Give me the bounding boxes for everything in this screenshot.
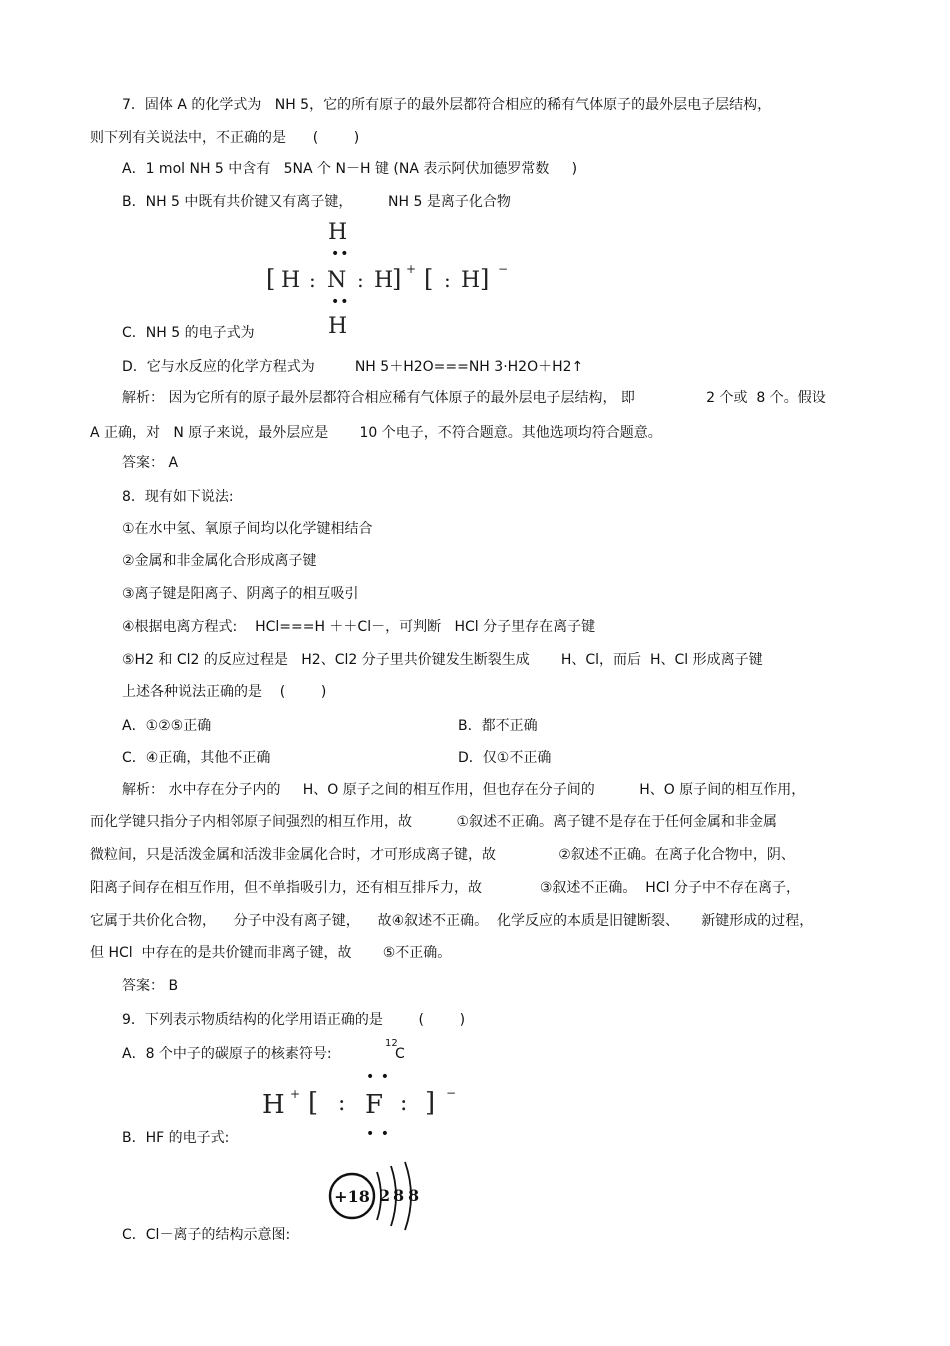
nh5-top-dots: •• [331, 246, 350, 262]
q7-option-a: A．1 mol NH 5 中含有 5NA 个 N－H 键 (NA 表示阿伏加德罗常数 ) [122, 161, 578, 177]
q8-option-a: A．①②⑤正确 [122, 718, 212, 734]
nh5-colon-left: : [309, 268, 316, 292]
hf-minus: − [446, 1086, 457, 1100]
q8-option-b: B．都不正确 [458, 718, 538, 734]
q8-analysis-line3: 微粒间，只是活泼金属和活泼非金属化合时，才可形成离子键，故 ②叙述不正确。在离子化合物中，阴、 [90, 847, 795, 863]
q7-option-d: D．它与水反应的化学方程式为 NH 5＋H2O===NH 3·H2O＋H2↑ [122, 359, 584, 375]
hf-colon-left: : [338, 1091, 346, 1116]
q8-analysis-line2: 而化学键只指分子内相邻原子间强烈的相互作用，故 ①叙述不正确。离子键不是存在于任何金属和非金属 [90, 814, 778, 830]
nh5-n: N [327, 268, 347, 293]
q7-analysis-line1: 解析： 因为它所有的原子最外层都符合相应稀有气体原子的最外层电子层结构， 即 2 个或 8 个。假设 [122, 390, 826, 406]
nh5-plus: + [406, 262, 417, 276]
q9-option-c: C．Cl－离子的结构示意图: [122, 1227, 291, 1243]
hf-f: F [365, 1090, 384, 1120]
nh5-bracket-close: ] [392, 265, 402, 293]
q8-statement-2: ②金属和非金属化合形成离子键 [122, 553, 317, 569]
q8-analysis-line5: 它属于共价化合物， 分子中没有离子键， 故④叙述不正确。 化学反应的本质是旧键断裂、 新键形成的过程， [90, 913, 814, 929]
q9-option-b: B．HF 的电子式: [122, 1130, 230, 1146]
nh5-bracket2-close: ] [480, 265, 490, 293]
hf-bracket-open: [ [308, 1088, 319, 1118]
hf-bracket-close: ] [425, 1088, 436, 1118]
cl-ion-structure-diagram [325, 1160, 430, 1232]
nuclide-mass-number: 12 [385, 1038, 398, 1049]
q9-stem: 9．下列表示物质结构的化学用语正确的是 ( ) [122, 1012, 466, 1028]
q9-option-a: A．8 个中子的碳原子的核素符号: [122, 1046, 332, 1062]
hf-top-dots: • • [366, 1069, 390, 1085]
nh5-h-left: H [281, 268, 301, 293]
shell-electrons-2: 8 [393, 1186, 405, 1205]
q8-analysis-line6: 但 HCl 中存在的是共价键而非离子键，故 ⑤不正确。 [90, 945, 452, 961]
nuclide-element: C [395, 1046, 405, 1062]
q8-question: 上述各种说法正确的是 ( ) [122, 684, 327, 700]
q7-stem-line2: 则下列有关说法中，不正确的是 ( ) [90, 130, 360, 146]
hf-bottom-dots: • • [366, 1126, 390, 1142]
nh5-bracket2-open: [ [424, 265, 434, 293]
q8-stem: 8．现有如下说法: [122, 489, 234, 505]
nucleus-charge: +18 [334, 1187, 370, 1206]
q7-analysis-line2: A 正确，对 N 原子来说，最外层应是 10 个电子，不符合题意。其他选项均符合题意。 [90, 425, 662, 441]
nh5-top-h: H [328, 220, 348, 245]
nh5-bracket-open: [ [266, 265, 276, 293]
q8-analysis-line1: 解析： 水中存在分子内的 H、O 原子之间的相互作用，但也存在分子间的 H、O 原子间的相互作用， [122, 782, 806, 798]
q8-statement-3: ③离子键是阳离子、阴离子的相互吸引 [122, 586, 359, 602]
q8-statement-4: ④根据电离方程式: HCl===H ＋＋Cl－，可判断 HCl 分子里存在离子键 [122, 619, 596, 635]
hf-plus: + [290, 1087, 301, 1101]
nh5-colon-right: : [357, 268, 364, 292]
q7-answer: 答案： A [122, 455, 179, 471]
nh5-minus: − [498, 262, 509, 276]
q8-statement-1: ①在水中氢、氧原子间均以化学键相结合 [122, 521, 373, 537]
nh5-bottom-h: H [328, 314, 348, 339]
nh5-colon-h: : [444, 268, 451, 292]
q7-stem-line1: 7．固体 A 的化学式为 NH 5，它的所有原子的最外层都符合相应的稀有气体原子的最外层电子层结构， [122, 97, 772, 113]
hf-h: H [262, 1090, 285, 1120]
q8-statement-5: ⑤H2 和 Cl2 的反应过程是 H2、Cl2 分子里共价键发生断裂生成 H、Cl，而后 H、Cl 形成离子键 [122, 652, 763, 668]
nh5-h-anion: H [461, 268, 481, 293]
nh5-bottom-dots: •• [331, 294, 350, 310]
shell-electrons-3: 8 [408, 1186, 420, 1205]
q7-option-b: B．NH 5 中既有共价键又有离子键， NH 5 是离子化合物 [122, 194, 511, 210]
q8-option-d: D．仅①不正确 [458, 750, 552, 766]
shell-electrons-1: 2 [379, 1186, 391, 1205]
nh5-h-right: H [374, 268, 394, 293]
q8-option-c: C．④正确，其他不正确 [122, 750, 271, 766]
q8-answer: 答案： B [122, 978, 179, 994]
q8-analysis-line4: 阳离子间存在相互作用，但不单指吸引力，还有相互排斥力，故 ③叙述不正确。 HCl 分子中不存在离子， [90, 880, 800, 896]
q7-option-c: C．NH 5 的电子式为 [122, 325, 255, 341]
hf-colon-right: : [400, 1091, 408, 1116]
